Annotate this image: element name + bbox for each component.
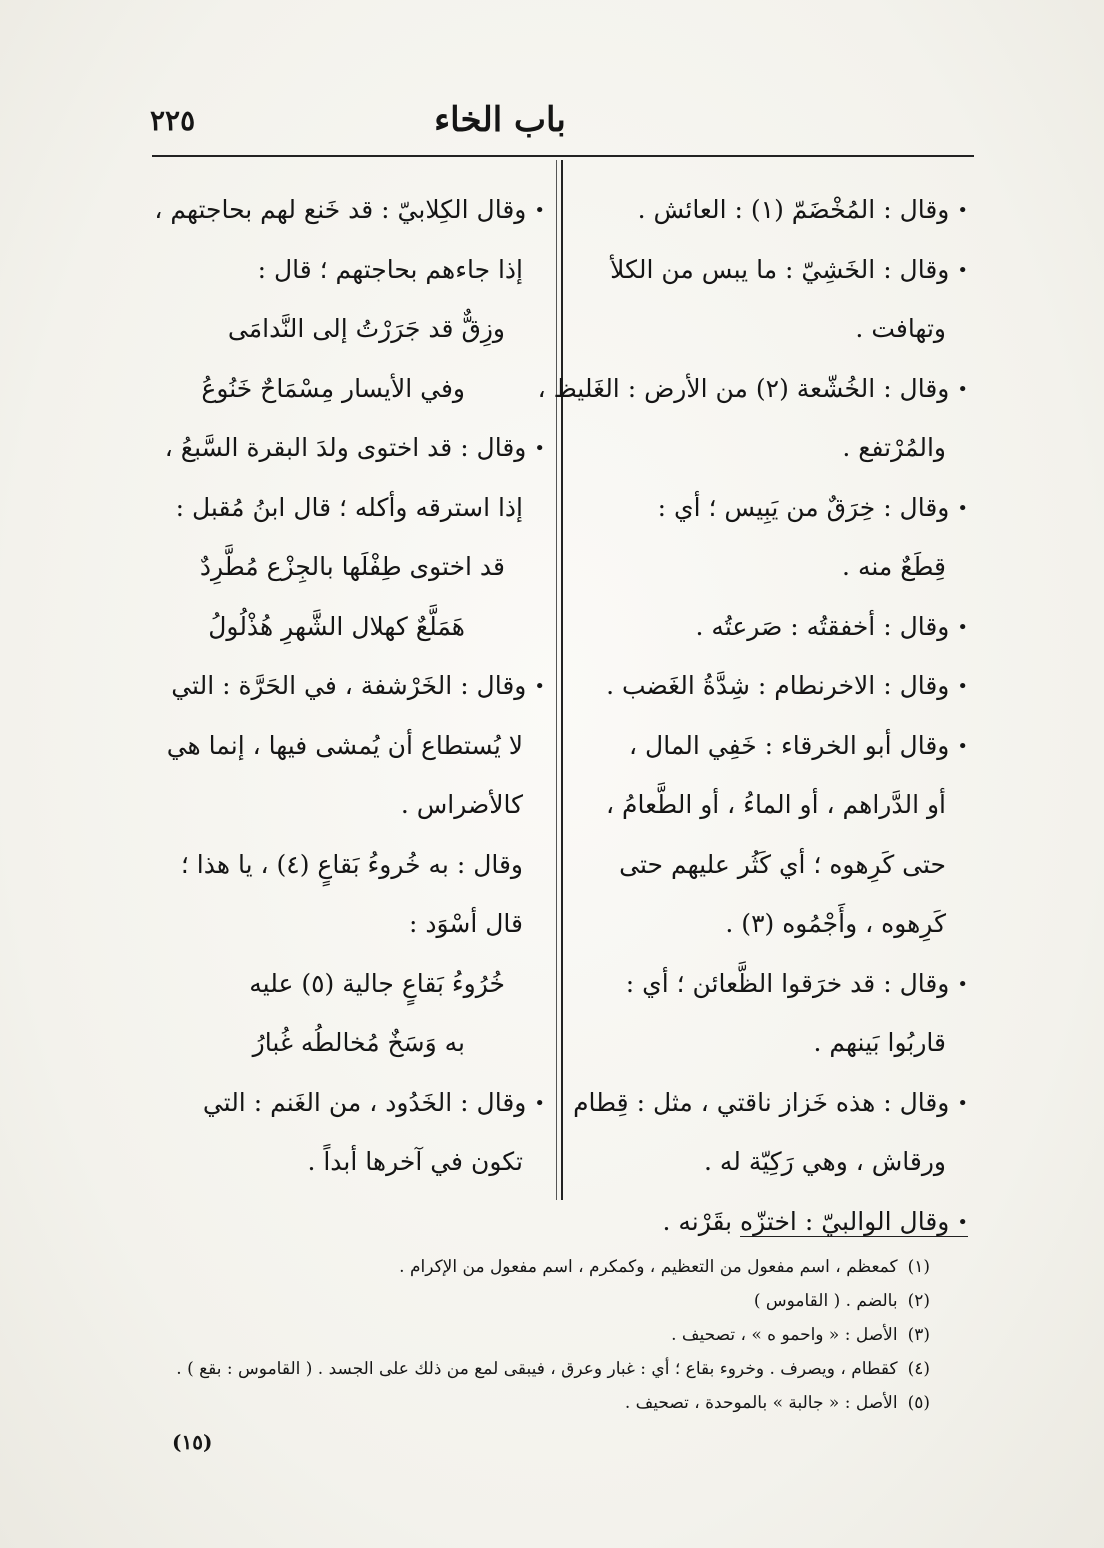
entry-line: • وقال : الخُشّعة (٢) من الأرض : الغَليظ ،	[584, 359, 968, 419]
continuation-line: والمُرْتفع .	[842, 433, 946, 462]
verse-line: قد اختوى طِفْلَها بالجِزْع مُطَّرِدٌ	[199, 552, 505, 581]
footnote-text: بالضم . ( القاموس )	[753, 1291, 898, 1311]
footnote-number: (٤)	[907, 1359, 930, 1379]
right-column	[537, 180, 968, 1251]
footnote-rule	[740, 1236, 968, 1237]
verse-line: خُرُوءُ بَقاعٍ جالية (٥) عليه	[249, 968, 505, 998]
footnote	[150, 1318, 930, 1352]
continuation-line: وتهافت .	[855, 314, 946, 343]
page-number: ٢٢٥	[150, 104, 196, 137]
verse-line: وزِقٌّ قد جَرَرْتُ إلى النَّدامَى	[227, 314, 505, 343]
column-divider	[561, 160, 563, 1200]
entry-line: • وقال : قد اختوى ولدَ البقرة السَّبعُ ،	[140, 418, 545, 478]
continuation-line: قِطَعٌ منه .	[842, 552, 946, 581]
entry-line: • وقال : الخَرْشفة ، في الحَرَّة : التي	[140, 656, 545, 716]
continuation-line: كالأضراس .	[400, 790, 523, 819]
footnote-number: (١)	[907, 1257, 930, 1277]
continuation-line: ورقاش ، وهي رَكِيّة له .	[703, 1147, 946, 1176]
footnote-number: (٢)	[907, 1291, 930, 1311]
entry-line: • وقال الكِلابيّ : قد خَنع لهم بحاجتهم ،	[140, 180, 545, 240]
continuation-line: قال أسْوَد :	[409, 909, 523, 938]
entry-line: • وقال أبو الخرقاء : خَفِي المال ،	[584, 716, 968, 776]
continuation-line: وقال : به خُروءُ بَقاعٍ (٤) ، يا هذا ؛	[180, 849, 523, 879]
entry-line: • وقال : خِرَقٌ من يَبِيس ؛ أي :	[584, 478, 968, 538]
entry-line: • وقال : الخَدُود ، من الغَنم : التي	[140, 1073, 545, 1133]
footnote-text: كقطام ، ويصرف . وخروء بقاع ؛ أي : غبار وعرق ، فيبقى لمع من ذلك على الجسد . ( القاموس : بقع ) .	[176, 1359, 898, 1379]
continuation-line: قاربُوا بَينهم .	[813, 1028, 946, 1057]
entry-line: • وقال : المُخْضَمّ (١) : العائش .	[584, 180, 968, 240]
footnote-number: (٥)	[907, 1393, 930, 1413]
footnote-text: الأصل : « واحمو ه » ، تصحيف .	[671, 1325, 898, 1345]
continuation-line: إذا استرقه وأكله ؛ قال ابنُ مُقبل :	[175, 492, 523, 522]
page-header-title: باب الخاء	[434, 100, 566, 140]
verse-line: به وَسَخٌ مُخالطُه غُبارُ	[252, 1028, 465, 1057]
continuation-line: تكون في آخرها أبداً .	[307, 1147, 523, 1176]
entry-line: • وقال الوالبيّ : اختزّه بقَرْنه .	[584, 1192, 968, 1252]
continuation-line: كَرِهوه ، وأَجْمُوه (٣) .	[725, 909, 946, 938]
continuation-line: لا يُستطاع أن يُمشى فيها ، إنما هي	[166, 730, 523, 760]
column-divider-inner	[556, 160, 557, 1200]
footnote	[150, 1250, 930, 1284]
left-column	[140, 180, 545, 1192]
verse-line: وفي الأيسار مِسْمَاحٌ خَنُوعُ	[201, 373, 465, 403]
continuation-line: إذا جاءهم بحاجتهم ؛ قال :	[257, 254, 523, 284]
entry-line: • وقال : أخفقتُه : صَرعتُه .	[584, 597, 968, 657]
footnote	[150, 1386, 930, 1420]
footnote	[150, 1284, 930, 1318]
continuation-line: أو الدَّراهم ، أو الماءُ ، أو الطَّعامُ ،	[606, 790, 946, 819]
footnotes	[150, 1250, 930, 1420]
signature-mark: (١٥)	[172, 1430, 213, 1454]
footnote	[150, 1352, 930, 1386]
footnote-text: كمعظم ، اسم مفعول من التعظيم ، وكمكرم ، اسم مفعول من الإكرام .	[399, 1257, 898, 1277]
entry-line: • وقال : الخَشِيّ : ما يبس من الكلأ	[584, 240, 968, 300]
header-rule	[152, 155, 974, 157]
verse-line: هَمَلَّعٌ كهلال الشَّهرِ هُذْلُولُ	[208, 611, 465, 641]
entry-line: • وقال : الاخرنطام : شِدَّةُ الغَضب .	[584, 656, 968, 716]
footnote-number: (٣)	[907, 1325, 930, 1345]
continuation-line: حتى كَرِهوه ؛ أي كَثُر عليهم حتى	[619, 849, 946, 879]
entry-line: • وقال : هذه خَزاز ناقتي ، مثل : قِطام	[584, 1073, 968, 1133]
footnote-text: الأصل : « جالبة » بالموحدة ، تصحيف .	[624, 1393, 898, 1413]
entry-line: • وقال : قد خرَقوا الظَّعائن ؛ أي :	[584, 954, 968, 1014]
